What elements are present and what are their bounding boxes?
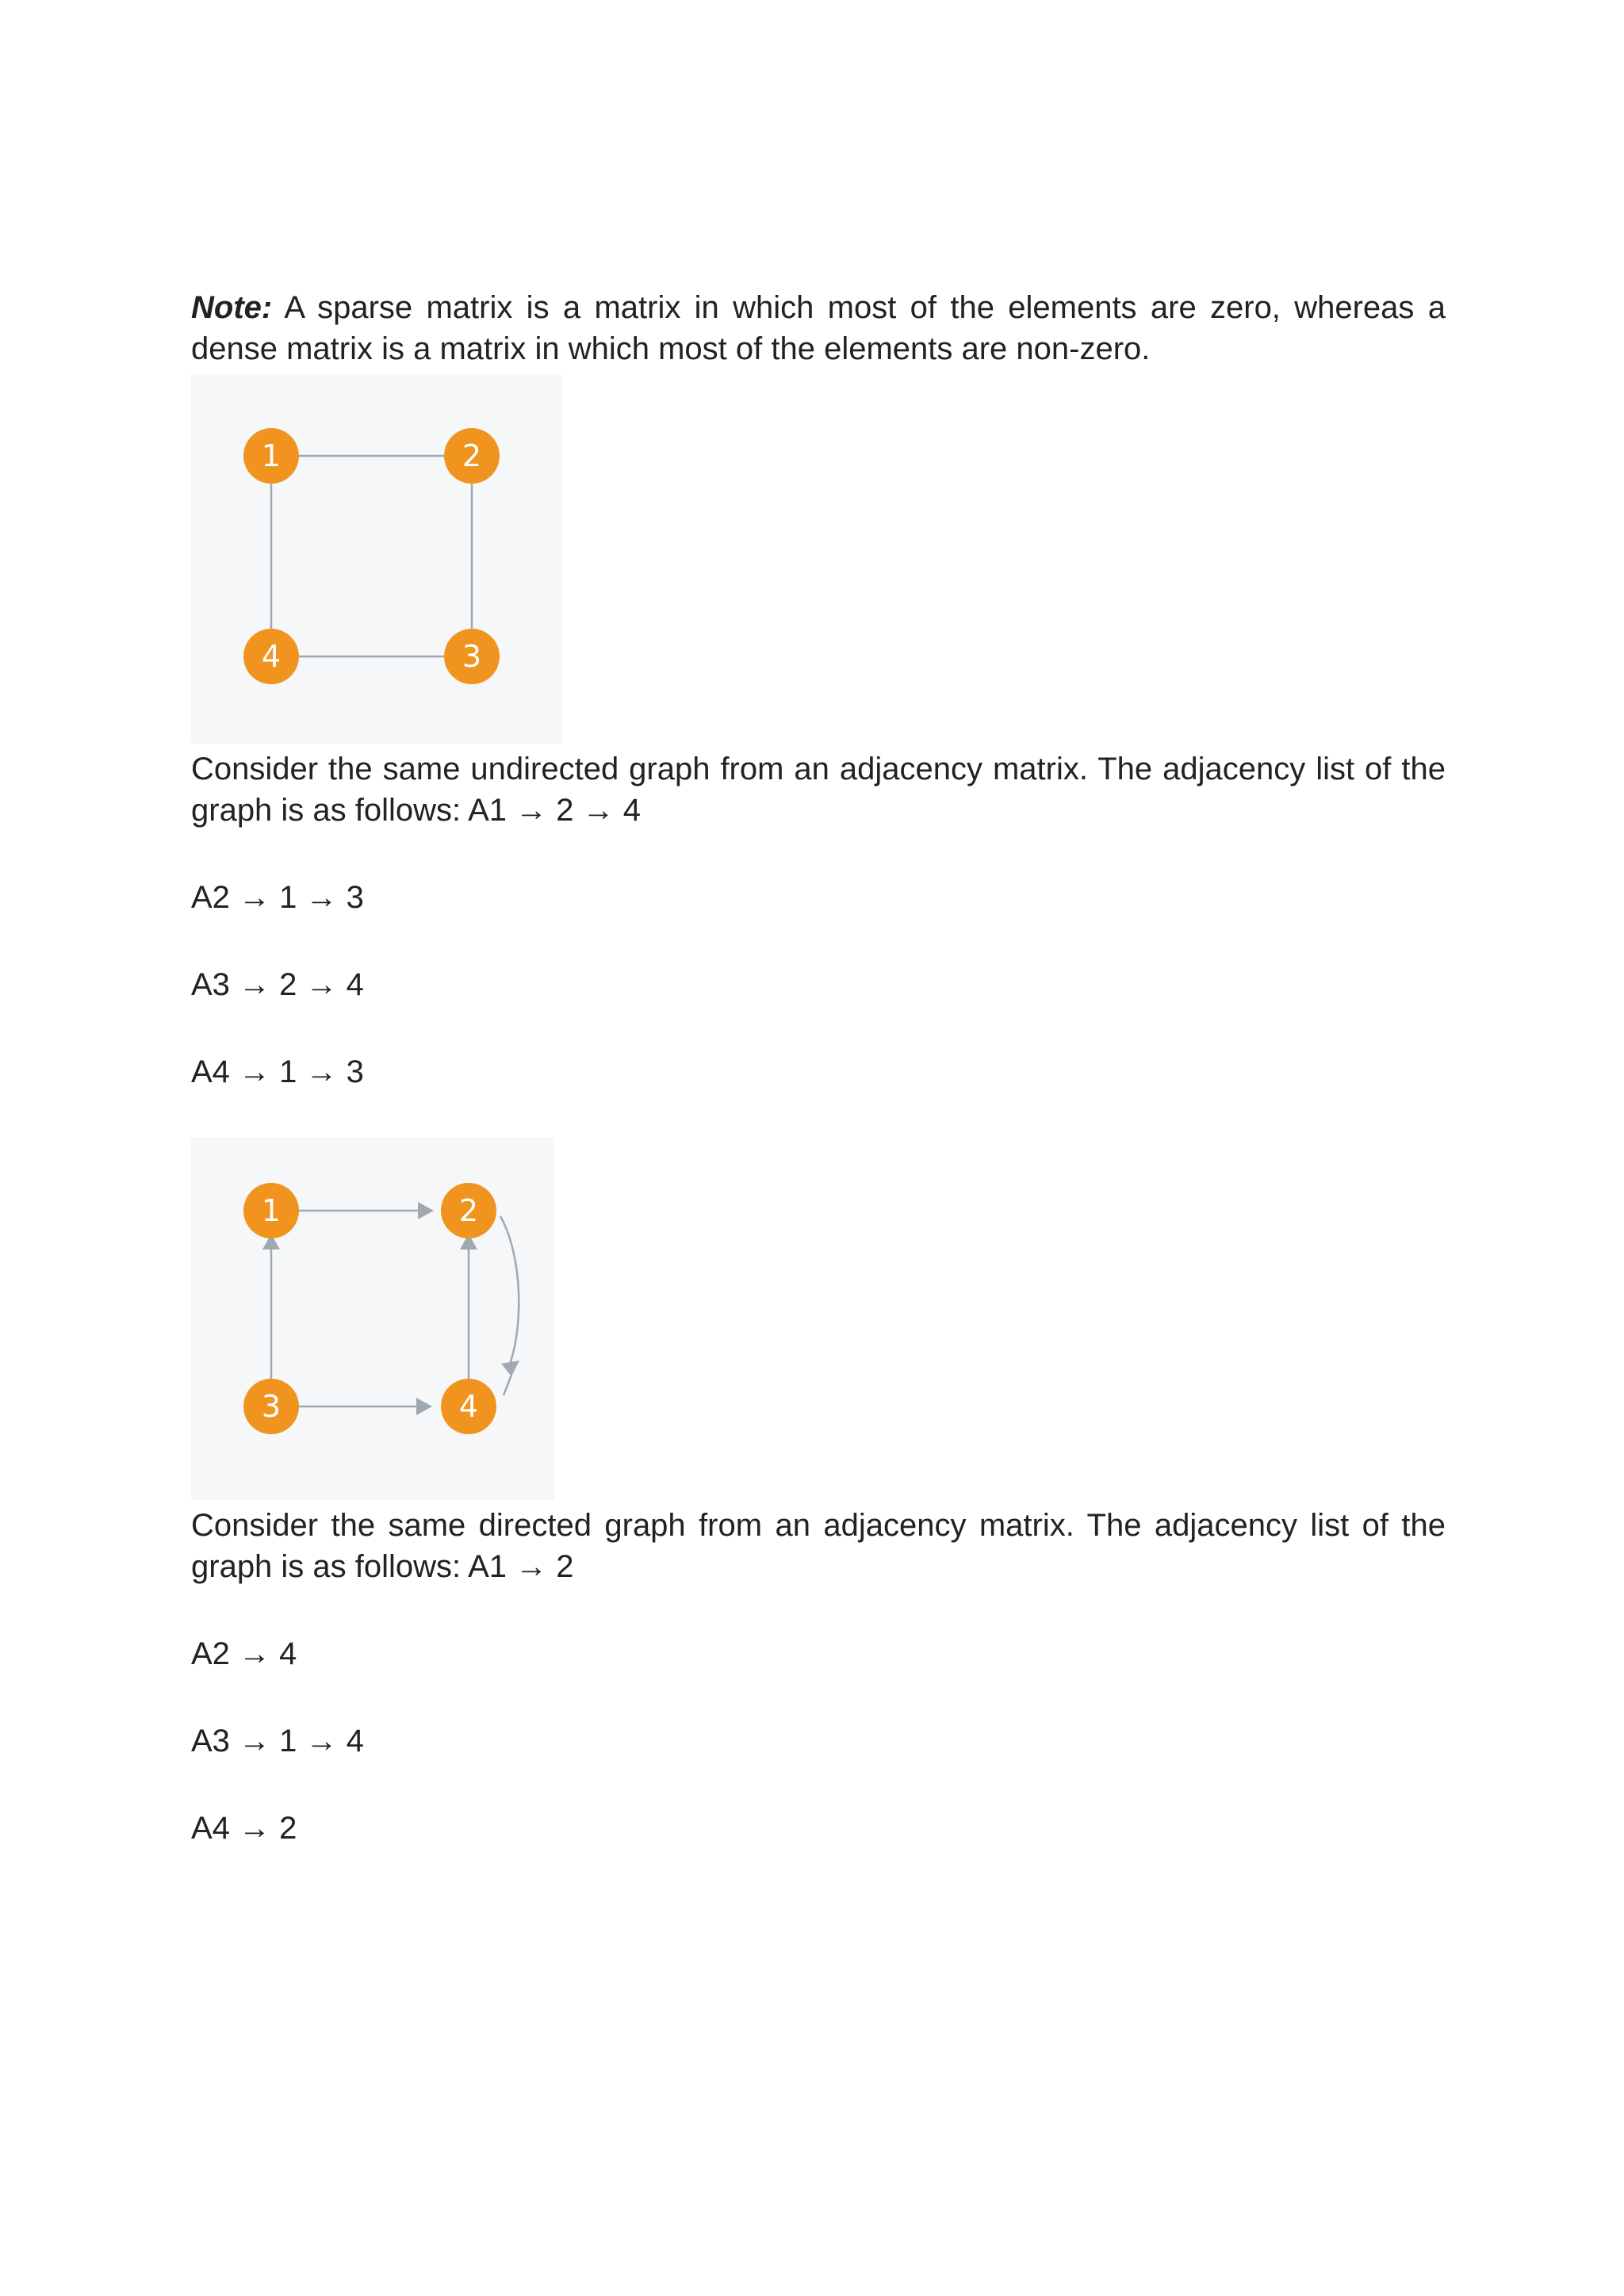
note-paragraph [191, 287, 1446, 369]
node-label: 3 [261, 1389, 282, 1424]
edge-2-to-4-tail [504, 1375, 511, 1395]
arrowhead-icon [418, 1202, 434, 1219]
adjacency-line: A3 → 1 → 4 [191, 1724, 364, 1758]
undirected-intro: Consider the same undirected graph from an adjacency matrix. The adjacency list of the graph is as follows: A1 → 2 → 4 [191, 752, 1446, 828]
undirected-graph-svg [191, 374, 562, 744]
adjacency-line: A4 → 2 [191, 1811, 297, 1846]
note-label: Note: [191, 290, 273, 325]
graph-node [243, 428, 299, 484]
edge-2-to-4 [500, 1216, 519, 1368]
node-label: 2 [458, 1193, 479, 1228]
document-page [191, 287, 1446, 1849]
graph-node [441, 1379, 496, 1434]
adjacency-line: A4 → 1 → 3 [191, 1054, 364, 1089]
node-label: 3 [462, 639, 482, 674]
node-label: 1 [261, 438, 282, 473]
graph-node [243, 629, 299, 684]
graph-node [243, 1379, 299, 1434]
adjacency-line: A3 → 2 → 4 [191, 967, 364, 1002]
undirected-graph-figure [191, 374, 562, 744]
directed-graph-figure [191, 1137, 554, 1500]
directed-intro: Consider the same directed graph from an adjacency matrix. The adjacency list of the graph is as follows: A1 → 2 [191, 1508, 1446, 1584]
graph-node [444, 428, 500, 484]
node-label: 2 [462, 438, 482, 473]
adjacency-line: A2 → 4 [191, 1636, 297, 1671]
graph-node [243, 1183, 299, 1238]
arrowhead-icon [416, 1398, 432, 1415]
graph-node [444, 629, 500, 684]
arrowhead-icon [501, 1360, 519, 1376]
node-label: 4 [261, 639, 282, 674]
directed-graph-svg [191, 1137, 554, 1500]
graph-node [441, 1183, 496, 1238]
node-label: 1 [261, 1193, 282, 1228]
note-text: A sparse matrix is a matrix in which most of the elements are zero, whereas a dense matrix is a matrix in which most of the elements are non-zero. [191, 290, 1446, 366]
node-label: 4 [458, 1389, 479, 1424]
adjacency-line: A2 → 1 → 3 [191, 880, 364, 915]
